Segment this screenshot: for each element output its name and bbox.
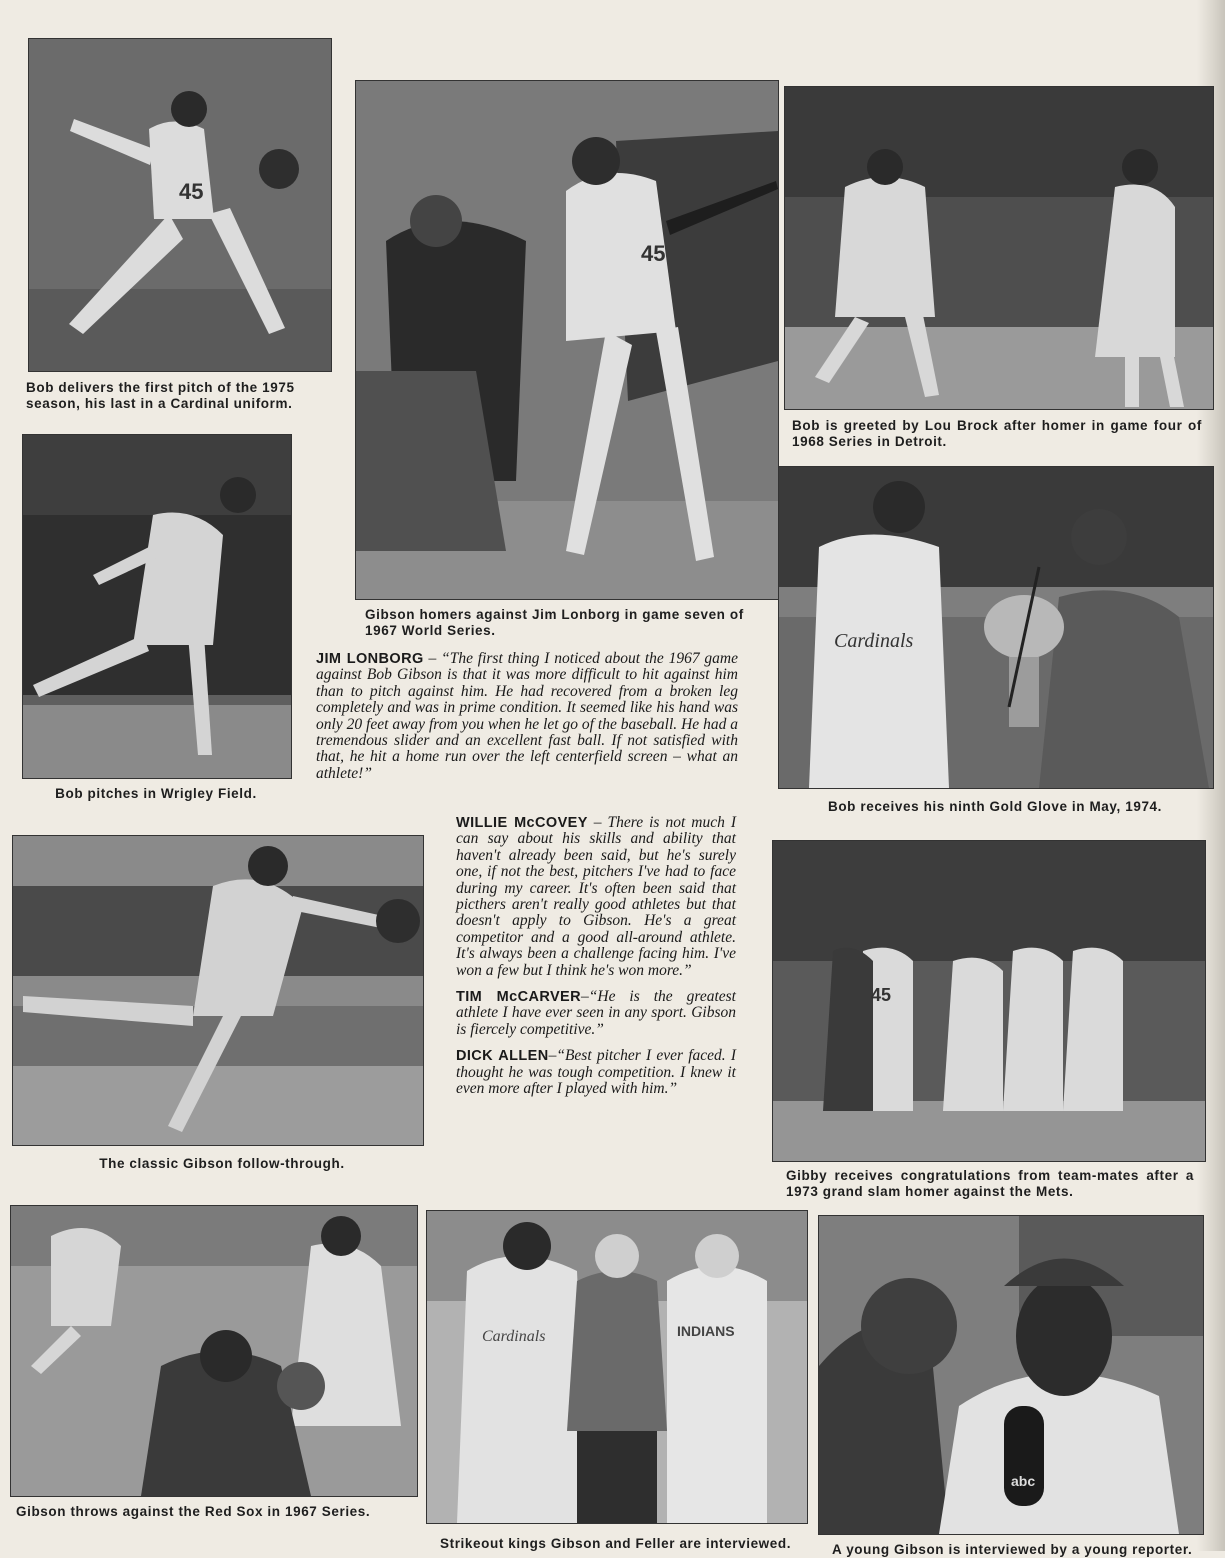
photo-strikeout-kings: [426, 1210, 808, 1524]
photo-homer-lonborg: [355, 80, 779, 600]
quote-column-bottom: [456, 815, 736, 1108]
caption-homer-lonborg: Gibson homers against Jim Lonborg in game seven of 1967 World Series.: [365, 607, 744, 638]
photo-gold-glove: [778, 466, 1214, 789]
photo9-indians-script: INDIANS: [677, 1323, 735, 1339]
quote-text-lonborg: “The first thing I noticed about the 1967 game against Bob Gibson is that it was more difficult to hit against him than to pitch against him. He had recovered from a broken leg completely and was in prime condition. It seemed like his hand was only 20 feet away from you when he let go of the baseball. He had a tremendous slider and an excellent fast ball. If not satisfied with that, he hit a home run over the left centerfield screen – what an athlete!”: [316, 650, 738, 782]
quote-tim-mccarver: TIM McCARVER–“He is the greatest athlete I have ever seen in any sport. Gibson is fiercely competitive.”: [456, 988, 736, 1038]
caption-lou-brock: Bob is greeted by Lou Brock after homer in game four of 1968 Series in Detroit.: [792, 418, 1202, 449]
caption-first-pitch: Bob delivers the first pitch of the 1975 season, his last in a Cardinal uniform.: [26, 380, 295, 411]
photo-young-reporter: [818, 1215, 1204, 1535]
photo-wrigley-field: [22, 434, 292, 779]
quote-text-mccarver: “He is the greatest athlete I have ever seen in any sport. Gibson is fiercely competitive.”: [456, 988, 736, 1038]
photo-lou-brock: [784, 86, 1214, 410]
caption-wrigley-field: Bob pitches in Wrigley Field.: [55, 786, 257, 801]
caption-young-reporter: A young Gibson is interviewed by a young reporter.: [832, 1542, 1193, 1557]
quote-jim-lonborg: JIM LONBORG – “The first thing I noticed about the 1967 game against Bob Gibson is that it was more difficult to hit against him than to pitch against him. He had recovered from a broken leg completely and was in prime condition. It seemed like his hand was only 20 feet away from you when he let go of the baseball. He had a tremendous slider and an excellent fast ball. If not satisfied with that, he hit a home run over the left centerfield screen – what an athlete!”: [316, 650, 738, 782]
quote-name-allen: DICK ALLEN: [456, 1048, 549, 1065]
photo-red-sox: [10, 1205, 418, 1497]
photo-grand-slam: [772, 840, 1206, 1162]
quote-name-mccarver: TIM McCARVER: [456, 989, 581, 1006]
quote-text-mccovey: There is not much I can say about his skills and ability that haven't already been said, but he's surely one, if not the best, pitchers I've had to face during my career. It's often been said that picthers aren't really good athletes but that doesn't apply to Gibson. He's a great competitor and a good all-around athlete. It's always been a challenge facing him. I've won a few but I think he's won more.”: [456, 814, 737, 979]
caption-follow-through: The classic Gibson follow-through.: [99, 1156, 345, 1171]
photo7-jersey-number: 45: [871, 985, 892, 1005]
quote-willie-mccovey: WILLIE McCOVEY – There is not much I can say about his skills and ability that haven't already been said, but he's surely one, if not the best, pitchers I've had to face during my career. It's often been said that picthers aren't really good athletes but that doesn't apply to Gibson. He's a great competitor and a good all-around athlete. It's always been a challenge facing him. I've won a few but I think he's won more.”: [456, 814, 737, 979]
quote-text-allen: “Best pitcher I ever faced. I thought he was tough competition. I knew it even more after I played with him.”: [456, 1047, 736, 1098]
photo2-jersey-number: 45: [641, 241, 666, 266]
photo9-team-script: Cardinals: [482, 1328, 546, 1345]
photo-follow-through: [12, 835, 424, 1146]
caption-grand-slam: Gibby receives congratulations from team-mates after a 1973 grand slam homer against the Mets.: [786, 1168, 1194, 1199]
photo10-abc-logo: abc: [1011, 1473, 1036, 1489]
quote-dick-allen: DICK ALLEN–“Best pitcher I ever faced. I thought he was tough competition. I knew it even more after I played with him.”: [456, 1047, 736, 1098]
caption-gold-glove: Bob receives his ninth Gold Glove in May, 1974.: [827, 799, 1163, 814]
photo1-jersey-number: 45: [179, 179, 204, 204]
quote-name-lonborg: JIM LONBORG: [316, 651, 424, 667]
photo-first-pitch-1975: [28, 38, 332, 372]
photo5-team-script: Cardinals: [834, 630, 914, 652]
quote-column-top: [316, 651, 738, 792]
caption-strikeout-kings: Strikeout kings Gibson and Feller are interviewed.: [440, 1536, 792, 1551]
caption-red-sox: Gibson throws against the Red Sox in 1967 Series.: [16, 1504, 371, 1519]
quote-name-mccovey: WILLIE McCOVEY: [456, 815, 588, 831]
